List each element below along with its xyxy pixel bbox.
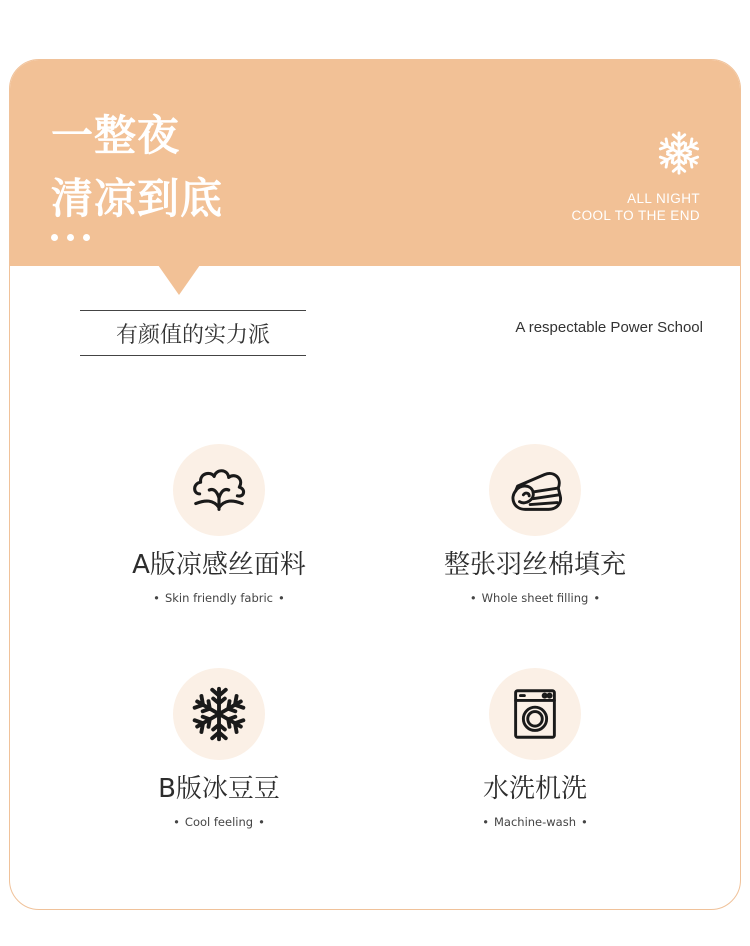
- product-card: [9, 59, 741, 910]
- feature-subtitle: • Machine-wash •: [482, 815, 588, 830]
- header-english-text: [571, 190, 700, 224]
- subtitle-zh: 有颜值的实力派: [80, 310, 306, 356]
- snowflake-icon: [188, 683, 250, 745]
- feature-cool-beads: [79, 668, 359, 829]
- feature-title: A版凉感丝面料: [132, 550, 306, 580]
- feature-machine-wash: [395, 668, 675, 829]
- washing-machine-icon: [504, 683, 566, 745]
- cotton-icon: [188, 459, 250, 521]
- en-line-2: COOL TO THE END: [571, 208, 700, 223]
- icon-circle: [173, 668, 265, 760]
- feature-subtitle: • Whole sheet filling •: [469, 591, 601, 606]
- feature-title: 整张羽丝棉填充: [443, 550, 626, 580]
- icon-circle: [489, 668, 581, 760]
- dot: [67, 234, 74, 241]
- en-line-1: ALL NIGHT: [627, 191, 700, 206]
- feature-filling: [395, 444, 675, 605]
- headline-line-1: 一整夜: [51, 111, 181, 160]
- dot: [51, 234, 58, 241]
- folded-sheet-icon: [504, 459, 566, 521]
- dot: [83, 234, 90, 241]
- icon-circle: [173, 444, 265, 536]
- feature-title: B版冰豆豆: [158, 774, 280, 804]
- feature-subtitle: • Cool feeling •: [173, 815, 265, 830]
- headline-line-2: 清凉到底: [51, 174, 224, 223]
- feature-title: 水洗机洗: [482, 774, 587, 804]
- banner-pointer: [158, 265, 200, 295]
- icon-circle: [489, 444, 581, 536]
- feature-subtitle: • Skin friendly fabric •: [153, 591, 285, 606]
- decorative-dots: [51, 234, 90, 241]
- feature-fabric: [79, 444, 359, 605]
- header-banner: [10, 60, 740, 266]
- subtitle-en: A respectable Power School: [515, 319, 703, 336]
- snowflake-icon: [656, 130, 702, 176]
